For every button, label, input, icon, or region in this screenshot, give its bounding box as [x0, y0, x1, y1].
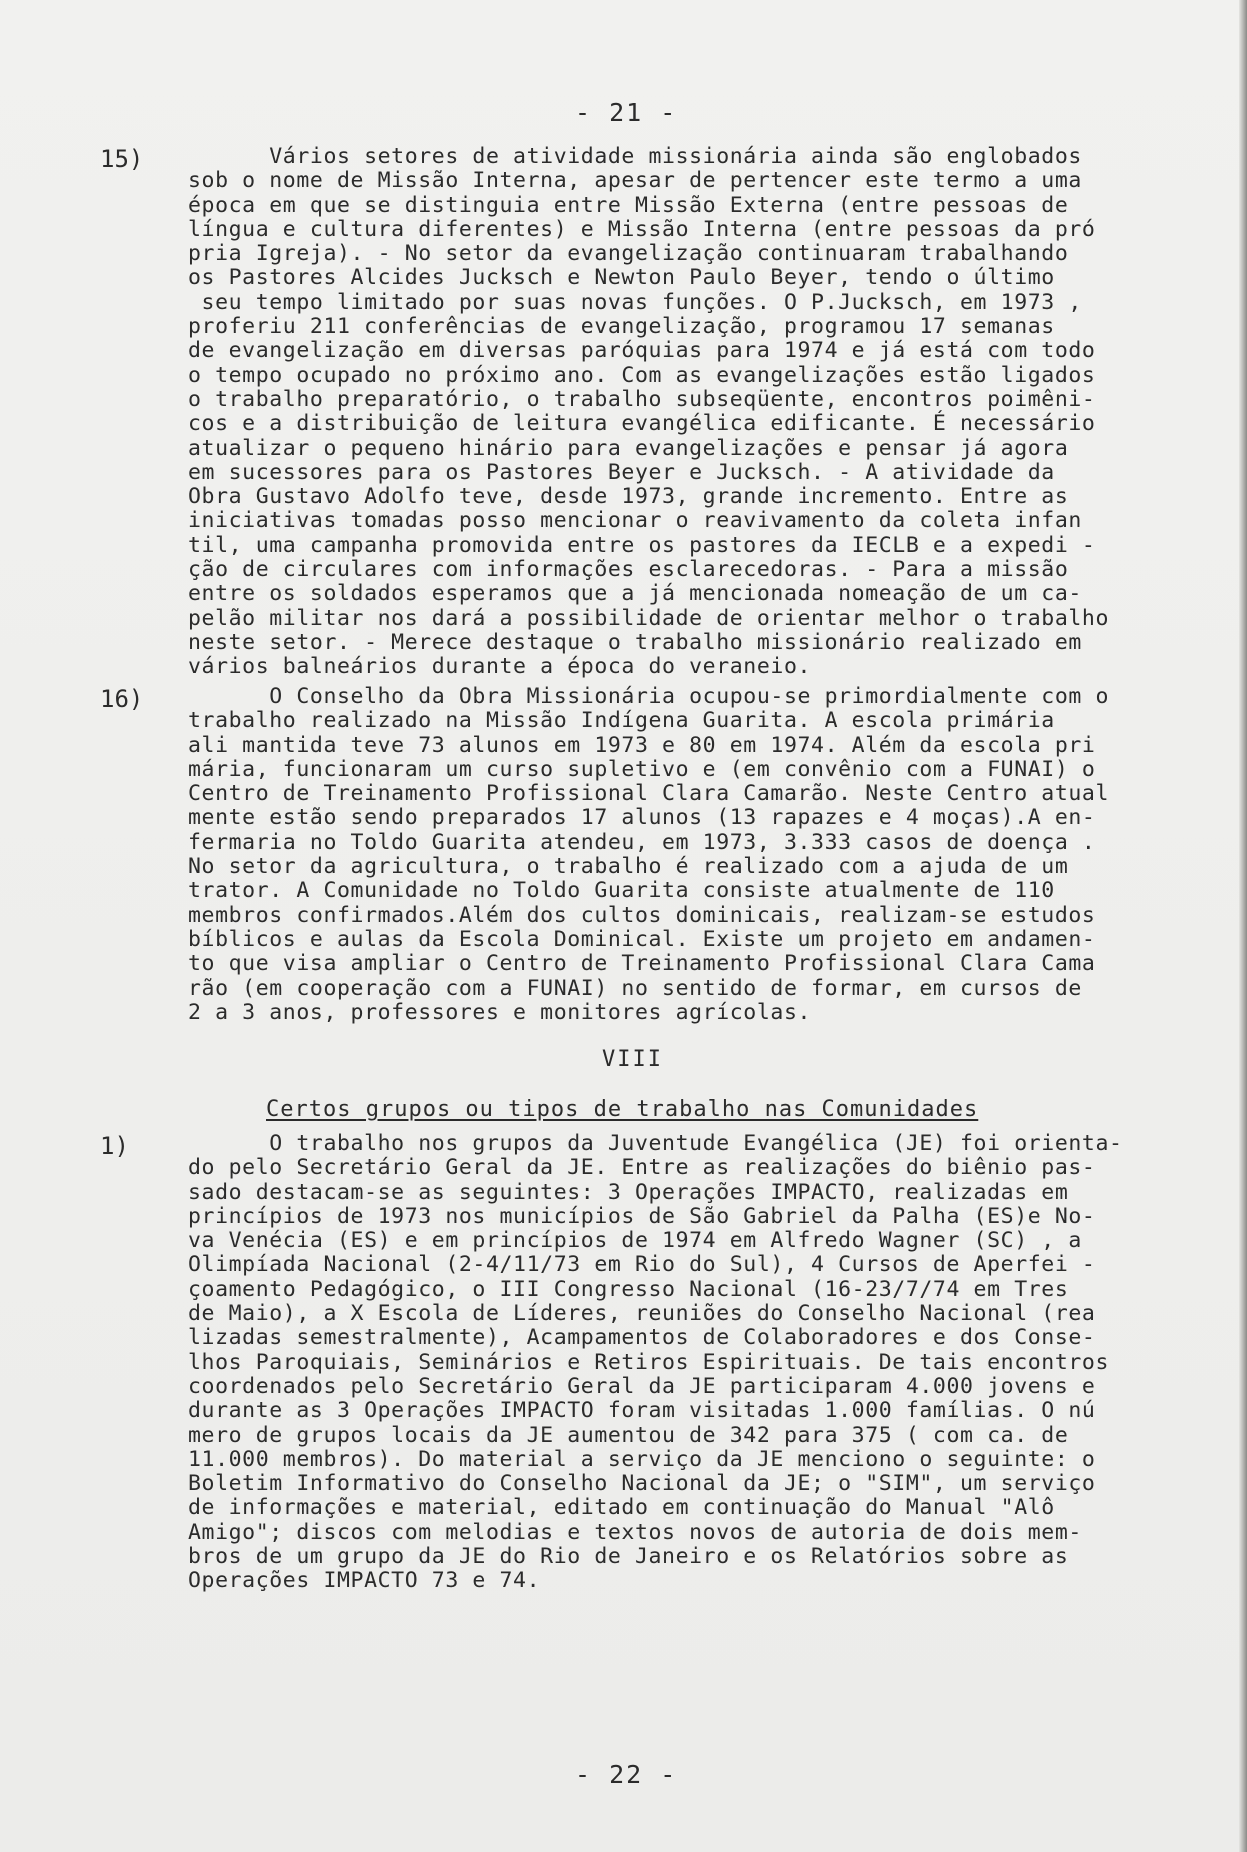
text-line: trabalho realizado na Missão Indígena Guarita. A escola primária — [188, 708, 1055, 734]
text-line: seu tempo limitado por suas novas funções. O P.Jucksch, em 1973 , — [188, 289, 1082, 315]
text-line: O Conselho da Obra Missionária ocupou-se primordialmente com o — [188, 684, 1109, 709]
text-line: bros de um grupo da JE do Rio de Janeiro e os Relatórios sobre as — [188, 1544, 1069, 1570]
paragraph-number-16: 16) — [100, 685, 144, 713]
text-line: de informações e material, editado em continuação do Manual "Alô — [188, 1495, 1055, 1521]
text-line: va Venécia (ES) e em princípios de 1974 em Alfredo Wagner (SC) , a — [188, 1228, 1082, 1254]
text-line: çoamento Pedagógico, o III Congresso Nacional (16-23/7/74 em Tres — [188, 1276, 1069, 1302]
text-line: Operações IMPACTO 73 e 74. — [188, 1568, 541, 1594]
text-line: cos e a distribuição de leitura evangélica edificante. É necessário — [188, 411, 1096, 437]
text-line: vários balneários durante a época do veraneio. — [188, 654, 812, 680]
text-line: de Maio), a X Escola de Líderes, reuniões do Conselho Nacional (rea — [188, 1301, 1096, 1327]
text-line: O trabalho nos grupos da Juventude Evangélica (JE) foi orienta- — [188, 1131, 1123, 1156]
page-number-top: - 21 - — [575, 98, 678, 127]
text-line: os Pastores Alcides Jucksch e Newton Paulo Beyer, tendo o último — [188, 265, 1055, 291]
text-line: bíblicos e aulas da Escola Dominical. Existe um projeto em andamen- — [188, 926, 1096, 952]
page-edge-shadow — [1239, 0, 1247, 1852]
text-line: de evangelização em diversas paróquias para 1974 e já está com todo — [188, 338, 1096, 364]
text-line: ção de circulares com informações esclarecedoras. - Para a missão — [188, 557, 1069, 583]
text-line: Amigo"; discos com melodias e textos novos de autoria de dois mem- — [188, 1519, 1082, 1545]
paragraph-number-1: 1) — [100, 1132, 129, 1160]
text-line: entre os soldados esperamos que a já mencionada nomeação de um ca- — [188, 581, 1082, 607]
text-line: mero de grupos locais da JE aumentou de 342 para 375 ( com ca. de — [188, 1422, 1069, 1448]
text-line: fermaria no Toldo Guarita atendeu, em 1973, 3.333 casos de doença . — [188, 829, 1096, 855]
text-line: Vários setores de atividade missionária ainda são englobados — [188, 144, 1082, 169]
text-line: língua e cultura diferentes) e Missão Interna (entre pessoas da pró — [188, 216, 1096, 242]
text-line: iniciativas tomadas posso mencionar o reavivamento da coleta infan — [188, 508, 1082, 534]
text-line: atualizar o pequeno hinário para evangelizações e pensar já agora — [188, 435, 1069, 461]
text-line: do pelo Secretário Geral da JE. Entre as realizações do biênio pas- — [188, 1155, 1096, 1181]
text-line: 2 a 3 anos, professores e monitores agrícolas. — [188, 999, 812, 1025]
text-line: pria Igreja). - No setor da evangelização continuaram trabalhando — [188, 241, 1069, 267]
text-line: trator. A Comunidade no Toldo Guarita consiste atualmente de 110 — [188, 878, 1055, 904]
page-number-bottom: - 22 - — [575, 1760, 678, 1789]
section-title: Certos grupos ou tipos de trabalho nas Comunidades — [266, 1097, 979, 1122]
text-line: o trabalho preparatório, o trabalho subseqüente, encontros poimêni- — [188, 386, 1096, 412]
text-line: No setor da agricultura, o trabalho é realizado com a ajuda de um — [188, 854, 1069, 880]
text-line: em sucessores para os Pastores Beyer e Jucksch. - A atividade da — [188, 459, 1055, 485]
paragraph-1-text — [188, 1132, 1194, 1594]
text-line: princípios de 1973 nos municípios de São Gabriel da Palha (ES)e No- — [188, 1203, 1096, 1229]
text-line: época em que se distinguia entre Missão Externa (entre pessoas de — [188, 192, 1069, 218]
text-line: Obra Gustavo Adolfo teve, desde 1973, grande incremento. Entre as — [188, 484, 1069, 510]
text-line: ali mantida teve 73 alunos em 1973 e 80 em 1974. Além da escola pri — [188, 732, 1096, 758]
text-line: mente estão sendo preparados 17 alunos (13 rapazes e 4 moças).A en- — [188, 805, 1096, 831]
paragraph-16-text — [188, 685, 1194, 1025]
text-line: mária, funcionaram um curso supletivo e (em convênio com a FUNAI) o — [188, 756, 1096, 782]
text-line: lhos Paroquiais, Seminários e Retiros Espirituais. De tais encontros — [188, 1349, 1109, 1375]
text-line: Boletim Informativo do Conselho Nacional da JE; o "SIM", um serviço — [188, 1471, 1096, 1497]
text-line: durante as 3 Operações IMPACTO foram visitadas 1.000 famílias. O nú — [188, 1398, 1096, 1424]
text-line: sado destacam-se as seguintes: 3 Operações IMPACTO, realizadas em — [188, 1179, 1069, 1205]
text-line: neste setor. - Merece destaque o trabalho missionário realizado em — [188, 629, 1082, 655]
text-line: proferiu 211 conferências de evangelização, programou 17 semanas — [188, 314, 1055, 340]
text-line: 11.000 membros). Do material a serviço da JE menciono o seguinte: o — [188, 1446, 1096, 1472]
text-line: rão (em cooperação com a FUNAI) no sentido de formar, em cursos de — [188, 975, 1082, 1001]
text-line: lizadas semestralmente), Acampamentos de Colaboradores e dos Conse- — [188, 1325, 1096, 1351]
text-line: til, uma campanha promovida entre os pastores da IECLB e a expedi - — [188, 532, 1096, 558]
text-line: pelão militar nos dará a possibilidade de orientar melhor o trabalho — [188, 605, 1109, 631]
section-roman-numeral: VIII — [602, 1047, 663, 1072]
text-line: coordenados pelo Secretário Geral da JE participaram 4.000 jovens e — [188, 1373, 1096, 1399]
paragraph-15-text — [188, 145, 1194, 680]
text-line: sob o nome de Missão Interna, apesar de pertencer este termo a uma — [188, 168, 1082, 194]
text-line: Centro de Treinamento Profissional Clara Camarão. Neste Centro atual — [188, 781, 1109, 807]
text-line: o tempo ocupado no próximo ano. Com as evangelizações estão ligados — [188, 362, 1096, 388]
paragraph-number-15: 15) — [100, 145, 144, 173]
text-line: Olimpíada Nacional (2-4/11/73 em Rio do Sul), 4 Cursos de Aperfei - — [188, 1252, 1096, 1278]
text-line: to que visa ampliar o Centro de Treinamento Profissional Clara Cama — [188, 951, 1096, 977]
text-line: membros confirmados.Além dos cultos dominicais, realizam-se estudos — [188, 902, 1096, 928]
